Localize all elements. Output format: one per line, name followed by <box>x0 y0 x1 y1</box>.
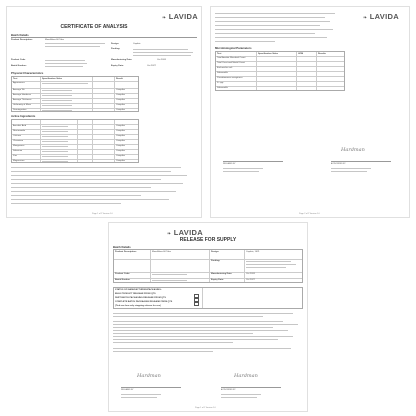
brand-logo <box>162 12 198 21</box>
product-code-label: Product Code: <box>115 273 131 275</box>
text-line <box>11 167 181 168</box>
expiry-date-value: Oct 2027 <box>246 279 255 281</box>
ingredients-table <box>11 119 139 163</box>
ingredient: Manganese <box>13 145 25 147</box>
expiry-date-label: Expiry Date: <box>211 279 224 281</box>
product-description-label: Product Description: <box>11 39 33 41</box>
result: Complies <box>116 104 126 106</box>
result: Complies <box>116 99 126 101</box>
row-thickness: Average Thickness <box>13 99 32 101</box>
page-number: Page 1 of 2 Version 1.0 <box>92 213 113 215</box>
text-line <box>113 339 278 340</box>
text-line <box>113 336 293 337</box>
result: Complies <box>116 109 126 111</box>
text-line <box>11 195 141 196</box>
text-line <box>221 394 261 395</box>
page-title: RELEASE FOR SUPPLY <box>179 237 237 243</box>
text-line <box>113 327 273 328</box>
result: Complies <box>116 89 126 91</box>
micro-test: Pseudomonas aeruginosa <box>217 77 243 79</box>
text-line <box>45 60 85 61</box>
result: Complies <box>116 160 126 162</box>
certificate-page-2 <box>210 6 410 218</box>
text-line <box>133 52 193 53</box>
text-line <box>45 46 100 47</box>
text-line <box>331 168 371 169</box>
status-line: STATUS OF MANUFACTURING/PACKAGING: <box>115 289 162 291</box>
row-average-weight: Average Wt. <box>13 89 25 91</box>
text-line <box>11 175 187 176</box>
text-line <box>113 342 233 343</box>
text-line <box>223 168 263 169</box>
result: Complies <box>116 140 126 142</box>
text-line <box>11 187 151 188</box>
manufacturing-date-value: Oct 2024 <box>157 59 166 61</box>
text-line <box>11 183 183 184</box>
text-line <box>215 13 335 14</box>
design-value: Caplets, 1021 <box>246 251 260 253</box>
checkbox[interactable] <box>194 302 199 307</box>
expiry-date-label: Expiry Date: <box>111 65 124 67</box>
text-line <box>113 348 291 349</box>
leaf-icon: ❧ <box>167 231 172 237</box>
batch-table <box>113 249 303 283</box>
signature-image: Hardman <box>341 147 365 153</box>
authorized-by: AUTHORIZED BY <box>221 389 236 391</box>
design-label: Design: <box>111 43 120 45</box>
section-physical-characteristics: Physical Characteristics <box>11 71 44 75</box>
ingredient: Chromium <box>13 140 24 142</box>
micro-test: Escherichia coli <box>217 67 233 69</box>
row-appearance: Appearance <box>13 82 25 84</box>
micro-test: Salmonella <box>217 87 228 89</box>
section-microbiological: Microbiological Parameters <box>215 46 252 50</box>
ingredient: Niacinamide <box>13 130 26 132</box>
signature-image: Hardman <box>234 373 258 379</box>
text-line <box>121 397 157 398</box>
micro-test: Salmonella <box>217 72 228 74</box>
text-line <box>11 179 161 180</box>
status-line: (Tick one box only stopping release for use) <box>115 305 161 307</box>
product-description-label: Product Description: <box>115 251 137 253</box>
section-batch-details: Batch Details <box>11 33 29 37</box>
signature-image: Hardman <box>137 373 161 379</box>
brand-logo <box>167 228 203 237</box>
col-result: Result <box>116 77 123 80</box>
released-by: RELEASED BY <box>223 163 236 165</box>
brand-name: LAVIDA <box>168 12 198 21</box>
manufacturing-date-label: Manufacturing Date: <box>211 273 233 275</box>
text-line <box>215 33 315 34</box>
ingredient: Calcium <box>13 135 21 137</box>
manufacturing-date-label: Manufacturing Date: <box>111 59 133 61</box>
product-code-label: Product Code <box>11 59 26 61</box>
certificate-page-1 <box>6 6 202 218</box>
text-line <box>133 55 191 56</box>
text-line <box>221 397 257 398</box>
ingredient: Selenium <box>13 150 23 152</box>
ingredient: Zinc <box>13 155 18 157</box>
result: Complies <box>116 155 126 157</box>
text-line <box>113 316 263 317</box>
result: Complies <box>116 94 126 96</box>
signature-line <box>121 387 181 388</box>
released-by: RELEASED BY <box>121 389 134 391</box>
micro-test: S. spp. <box>217 82 224 84</box>
result: Complies <box>116 125 126 127</box>
text-line <box>113 330 288 331</box>
text-line <box>45 66 83 67</box>
physical-table <box>11 76 139 112</box>
text-line <box>215 25 320 26</box>
page-number: Page 2 of 2 Version 1.0 <box>299 213 320 215</box>
status-line: COMPLETE BATCH PACKAGING RELEASE FROM QTS <box>115 301 173 303</box>
micro-table <box>215 51 345 91</box>
status-line: BULK PRODUCT RELEASE FROM QTS <box>115 293 156 295</box>
text-line <box>11 171 171 172</box>
authorized-by: AUTHORIZED BY <box>331 163 346 165</box>
text-line <box>11 199 169 200</box>
row-hardness: Average Hardness <box>13 94 32 96</box>
text-line <box>331 171 367 172</box>
row-uniformity: Uniformity of Mass <box>13 104 32 106</box>
text-line <box>223 171 259 172</box>
signature-line <box>223 161 283 162</box>
ingredient: Magnesium <box>13 160 25 162</box>
text-line <box>215 17 325 18</box>
text-line <box>113 333 253 334</box>
col-test: Test <box>217 52 222 55</box>
text-line <box>113 313 293 314</box>
page-title: CERTIFICATE OF ANALYSIS <box>60 24 128 30</box>
product-description-value: MenoMaxx 60 Tabs <box>152 251 171 253</box>
expiry-date-value: Oct 2027 <box>147 65 156 67</box>
batch-number-label: Batch Number <box>115 279 130 281</box>
section-active-ingredients: Active Ingredients <box>11 114 36 118</box>
batch-number-label: Batch Number: <box>11 65 27 67</box>
divider <box>11 37 197 38</box>
brand-name: LAVIDA <box>369 12 399 21</box>
micro-test: Total Yeast and Mould Count <box>217 62 245 64</box>
col-test: Test <box>13 77 18 80</box>
text-line <box>133 49 188 50</box>
row-disintegration: Disintegration <box>13 109 27 111</box>
text-line <box>121 394 161 395</box>
text-line <box>113 321 283 322</box>
status-line: PART BATCH PACKAGING RELEASE FROM QTS <box>115 297 166 299</box>
col-uom: UOM <box>298 52 304 55</box>
text-line <box>215 37 327 38</box>
design-label: Design: <box>211 251 220 253</box>
brand-logo <box>363 12 399 21</box>
release-page <box>108 222 308 412</box>
text-line <box>11 191 176 192</box>
text-line <box>113 351 213 352</box>
signature-line <box>331 161 391 162</box>
manufacturing-date-value: Oct 2024 <box>246 273 255 275</box>
col-specification: Specification Value <box>258 52 278 55</box>
result: Complies <box>116 150 126 152</box>
text-line <box>11 203 121 204</box>
micro-test: Total Aerobic Microbial Count <box>217 57 246 59</box>
result: Complies <box>116 135 126 137</box>
text-line <box>215 41 275 42</box>
packing-label: Packing: <box>111 48 121 50</box>
result: Complies <box>116 130 126 132</box>
text-line <box>215 21 330 22</box>
text-line <box>215 29 333 30</box>
result: Complies <box>116 145 126 147</box>
col-specification: Specification Value <box>42 77 62 80</box>
leaf-icon: ❧ <box>162 15 167 21</box>
text-line <box>45 43 105 44</box>
text-line <box>113 324 298 325</box>
packing-label: Packing: <box>211 260 221 262</box>
status-table <box>113 287 303 309</box>
page-number: Page 1 of 1 Version 1.0 <box>195 407 216 409</box>
leaf-icon: ❧ <box>363 15 368 21</box>
brand-name: LAVIDA <box>173 228 203 237</box>
section-batch-details: Batch Details <box>113 245 131 249</box>
product-description-value: MenoMaxx 60 Tabs <box>45 39 64 41</box>
col-results: Results <box>318 52 326 55</box>
ingredient: Ascorbic Acid <box>13 125 27 127</box>
text-line <box>45 63 87 64</box>
design-value: Caplets <box>133 43 141 45</box>
signature-line <box>221 387 281 388</box>
